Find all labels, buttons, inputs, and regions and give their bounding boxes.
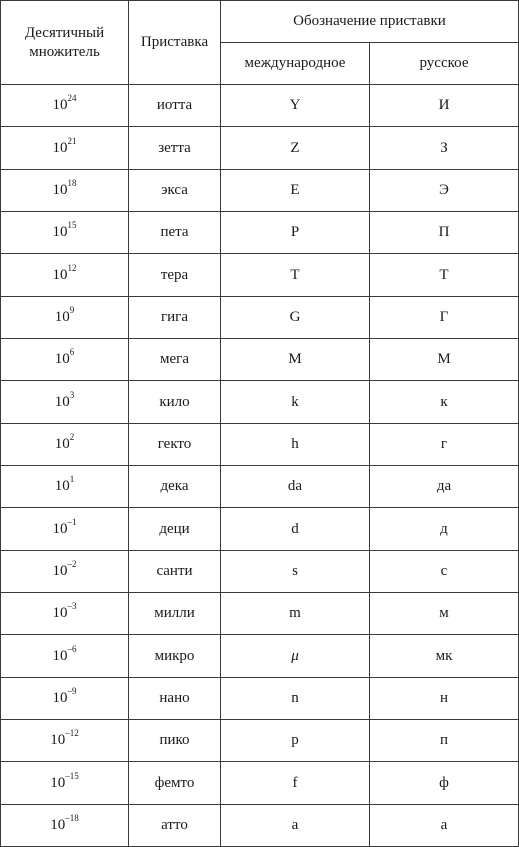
multiplier-exponent: 24 [67, 93, 77, 104]
multiplier-exponent: –15 [65, 770, 79, 781]
multiplier-base: 10 [52, 605, 68, 622]
table-header [1, 1, 519, 85]
table-row [1, 338, 519, 380]
table-row [1, 85, 519, 127]
prefix-cell: санти [129, 550, 221, 592]
table-row [1, 465, 519, 507]
multiplier-base: 10 [52, 689, 68, 706]
prefix-cell: фемто [129, 762, 221, 804]
prefix-cell: дека [129, 465, 221, 507]
multiplier-exponent: 21 [67, 135, 77, 146]
prefix-cell: деци [129, 508, 221, 550]
multiplier-base: 10 [52, 181, 68, 198]
multiplier-cell [1, 169, 129, 211]
multiplier-base: 10 [52, 97, 68, 114]
international-symbol-cell: h [221, 423, 370, 465]
multiplier-cell [1, 677, 129, 719]
prefix-cell: иотта [129, 85, 221, 127]
russian-symbol-cell: И [370, 85, 519, 127]
table-row [1, 677, 519, 719]
multiplier-cell [1, 719, 129, 761]
international-symbol-cell: k [221, 381, 370, 423]
multiplier-exponent: –1 [67, 516, 77, 527]
russian-symbol-cell: Г [370, 296, 519, 338]
prefix-cell: микро [129, 635, 221, 677]
prefix-cell: тера [129, 254, 221, 296]
table-row [1, 550, 519, 592]
international-symbol-cell: G [221, 296, 370, 338]
table-row [1, 508, 519, 550]
prefix-cell: милли [129, 592, 221, 634]
multiplier-cell [1, 804, 129, 846]
multiplier-exponent: –18 [65, 812, 79, 823]
prefix-cell: атто [129, 804, 221, 846]
multiplier-cell [1, 338, 129, 380]
prefix-cell: пета [129, 211, 221, 253]
multiplier-base: 10 [54, 478, 70, 495]
international-symbol-cell: s [221, 550, 370, 592]
multiplier-base: 10 [52, 647, 68, 664]
multiplier-exponent: 9 [69, 304, 75, 315]
multiplier-base: 10 [52, 224, 68, 241]
table-row [1, 211, 519, 253]
russian-symbol-cell: да [370, 465, 519, 507]
multiplier-cell [1, 211, 129, 253]
table-row [1, 762, 519, 804]
column-header-russian: русское [370, 43, 519, 85]
international-symbol-cell: M [221, 338, 370, 380]
international-symbol-cell: E [221, 169, 370, 211]
multiplier-exponent: –12 [65, 728, 79, 739]
multiplier-cell [1, 635, 129, 677]
multiplier-cell [1, 296, 129, 338]
multiplier-exponent: –6 [67, 643, 77, 654]
header-row-top [1, 1, 519, 43]
russian-symbol-cell: с [370, 550, 519, 592]
multiplier-cell [1, 592, 129, 634]
multiplier-exponent: 6 [69, 347, 75, 358]
international-symbol-cell: d [221, 508, 370, 550]
russian-symbol-cell: ф [370, 762, 519, 804]
multiplier-cell [1, 550, 129, 592]
multiplier-exponent: 2 [69, 431, 75, 442]
russian-symbol-cell: Т [370, 254, 519, 296]
multiplier-base: 10 [50, 816, 66, 833]
multiplier-cell [1, 381, 129, 423]
multiplier-cell [1, 85, 129, 127]
prefix-cell: гекто [129, 423, 221, 465]
multiplier-exponent: –3 [67, 601, 77, 612]
table-row [1, 127, 519, 169]
international-symbol-cell: f [221, 762, 370, 804]
prefix-cell: нано [129, 677, 221, 719]
multiplier-cell [1, 127, 129, 169]
multiplier-exponent: 12 [67, 262, 77, 273]
russian-symbol-cell: м [370, 592, 519, 634]
russian-symbol-cell: а [370, 804, 519, 846]
international-symbol-cell: da [221, 465, 370, 507]
table-row [1, 719, 519, 761]
multiplier-exponent: –2 [67, 558, 77, 569]
table-body [1, 85, 519, 847]
russian-symbol-cell: З [370, 127, 519, 169]
multiplier-cell [1, 508, 129, 550]
russian-symbol-cell: н [370, 677, 519, 719]
table-row [1, 296, 519, 338]
russian-symbol-cell: г [370, 423, 519, 465]
russian-symbol-cell: п [370, 719, 519, 761]
multiplier-exponent: 1 [69, 474, 75, 485]
international-symbol-cell: Z [221, 127, 370, 169]
multiplier-base: 10 [52, 266, 68, 283]
table-row [1, 804, 519, 846]
international-symbol-cell: μ [221, 635, 370, 677]
international-symbol-cell: Y [221, 85, 370, 127]
international-symbol-cell: p [221, 719, 370, 761]
russian-symbol-cell: д [370, 508, 519, 550]
multiplier-base: 10 [50, 774, 66, 791]
column-header-international: международное [221, 43, 370, 85]
multiplier-base: 10 [52, 139, 68, 156]
prefix-cell: мега [129, 338, 221, 380]
multiplier-cell [1, 465, 129, 507]
table-row [1, 592, 519, 634]
table-row [1, 169, 519, 211]
prefix-cell: экса [129, 169, 221, 211]
column-header-designation: Обозначение приставки [221, 1, 519, 43]
russian-symbol-cell: П [370, 211, 519, 253]
multiplier-cell [1, 423, 129, 465]
multiplier-base: 10 [54, 435, 70, 452]
column-header-multiplier: Десятичный множитель [1, 1, 129, 85]
international-symbol-cell: n [221, 677, 370, 719]
multiplier-base: 10 [50, 732, 66, 749]
russian-symbol-cell: М [370, 338, 519, 380]
multiplier-base: 10 [54, 308, 70, 325]
table-row [1, 635, 519, 677]
table-row [1, 254, 519, 296]
multiplier-exponent: –9 [67, 685, 77, 696]
multiplier-base: 10 [52, 562, 68, 579]
prefix-cell: гига [129, 296, 221, 338]
prefix-cell: зетта [129, 127, 221, 169]
multiplier-exponent: 3 [69, 389, 75, 400]
international-symbol-cell: m [221, 592, 370, 634]
multiplier-exponent: 15 [67, 220, 77, 231]
multiplier-cell [1, 254, 129, 296]
column-header-prefix: Приставка [129, 1, 221, 85]
multiplier-base: 10 [52, 520, 68, 537]
multiplier-base: 10 [54, 393, 70, 410]
table-row [1, 423, 519, 465]
table-row [1, 381, 519, 423]
prefix-cell: кило [129, 381, 221, 423]
prefix-cell: пико [129, 719, 221, 761]
russian-symbol-cell: к [370, 381, 519, 423]
international-symbol-cell: a [221, 804, 370, 846]
multiplier-base: 10 [54, 351, 70, 368]
russian-symbol-cell: мк [370, 635, 519, 677]
multiplier-cell [1, 762, 129, 804]
multiplier-exponent: 18 [67, 177, 77, 188]
international-symbol-cell: T [221, 254, 370, 296]
russian-symbol-cell: Э [370, 169, 519, 211]
international-symbol-cell: P [221, 211, 370, 253]
